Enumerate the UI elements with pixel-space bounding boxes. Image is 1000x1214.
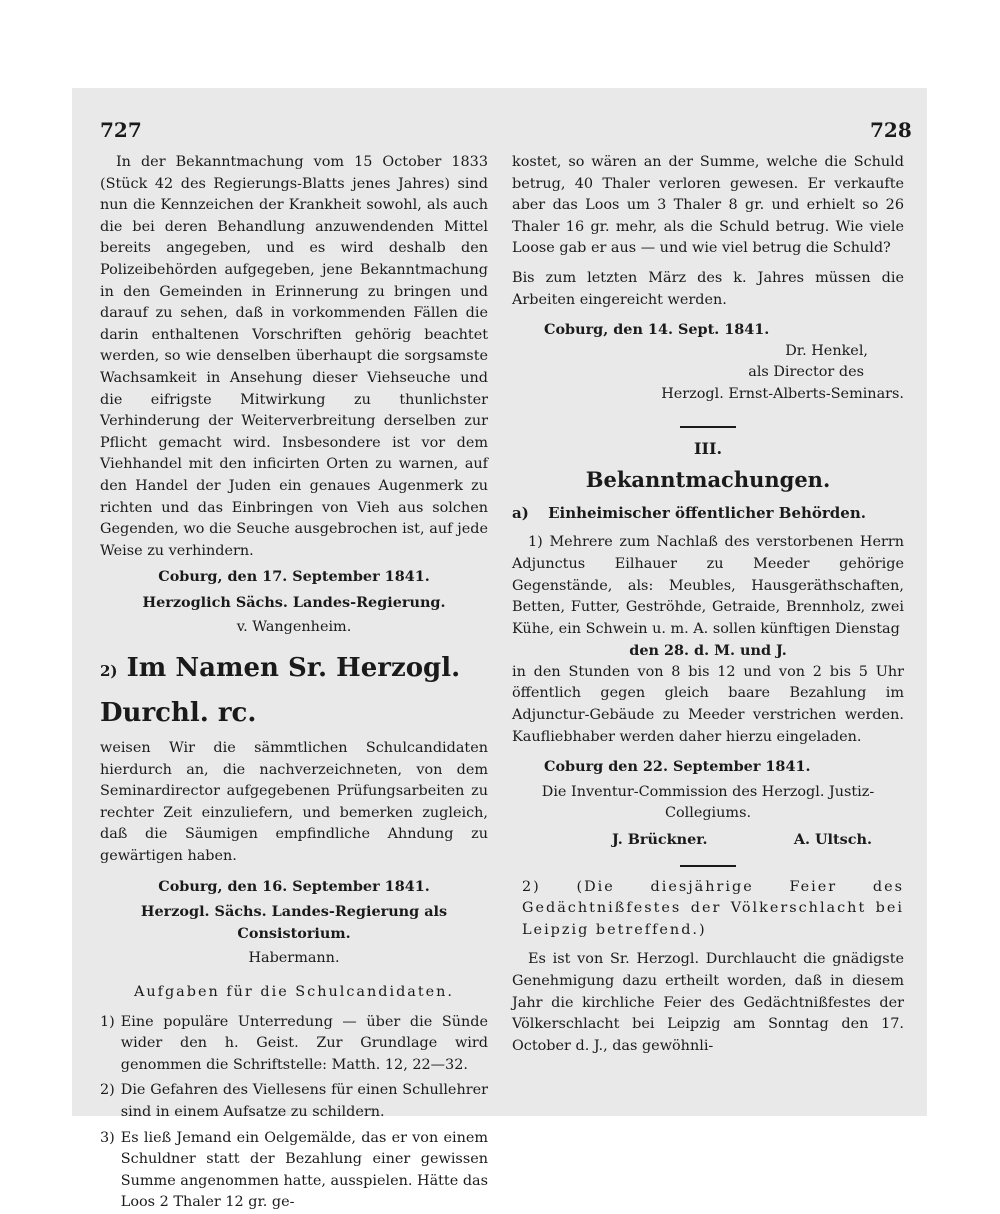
signer-3-name: Dr. Henkel, xyxy=(785,342,868,359)
date-line-4: Coburg den 22. September 1841. xyxy=(544,758,811,776)
notice-2-title-text: (Die diesjährige Feier des Gedächtnißfestes der Völkerschlacht bei Leipzig betreffend.) xyxy=(522,878,905,938)
notice-2-number: 2) xyxy=(522,878,541,895)
signer-4a: J. Brückner. xyxy=(612,831,708,849)
notice-2-title xyxy=(512,877,904,942)
divider-rule-2 xyxy=(680,865,736,867)
signer-1: v. Wangenheim. xyxy=(236,619,352,636)
date-line-2: Coburg, den 16. September 1841. xyxy=(158,877,430,895)
task-item xyxy=(100,1012,488,1077)
paragraph-disease-notice: In der Bekanntmachung vom 15 October 1833 (Stück 42 des Regierungs-Blatts jenes Jahres) sind nun die Kennzeichen der Krankheit sowohl, als auch die bei deren Behandlung anzuwendenden Mittel bereits angegeben, und es wird deshalb den Polizeibehörden aufgegeben, jene Bekanntmachung in den Gemeinden in Erinnerung zu bringen und darauf zu sehen, daß in vorkommenden Fällen die darin enthaltenen Vorschriften gehörig beachtet werden, so wie denselben überhaupt die sorgsamste Wachsamkeit in Ansehung dieser Viehseuche und die eifrigste Mitwirkung zu thunlichster Verhinderung der Weiterverbreitung derselben zur Pflicht gemacht wird. Insbesondere ist vor dem Viehhandel mit den inficirten Orten zu warnen, auf den Handel der Juden ein genaues Augenmerk zu richten und das Einbringen von Vieh aus solchen Gegenden, wo die Seuche ausgebrochen ist, auf jede Weise zu verhindern. xyxy=(100,154,488,559)
notice-1-date: den 28. d. M. und J. xyxy=(629,642,787,660)
task-number: 1) xyxy=(100,1013,115,1030)
task-item xyxy=(100,1128,488,1214)
task-text: Die Gefahren des Viellesens für einen Schullehrer sind in einem Aufsatze zu schildern. xyxy=(120,1082,488,1120)
task-text: Eine populäre Unterredung — über die Sünde wider den h. Geist. Zur Grundlage wird genommen die Schriftstelle: Matth. 12, 22—32. xyxy=(120,1013,488,1073)
paragraph-deadline: Bis zum letzten März des k. Jahres müssen die Arbeiten eingereicht werden. xyxy=(512,269,904,308)
section-title: Bekanntmachungen. xyxy=(585,467,831,493)
paragraph-candidates: weisen Wir die sämmtlichen Schulcandidaten hierdurch an, die nachverzeichneten, von dem Seminardirector aufgegebenen Prüfungsarbeiten zu rechter Zeit einzuliefern, und bemerken zugleich, daß die Säumigen empfindliche Ahndung zu gewärtigen haben. xyxy=(100,740,488,865)
heading-decree-text: Im Namen Sr. Herzogl. Durchl. rc. xyxy=(100,653,461,729)
task-number: 3) xyxy=(100,1129,115,1146)
notice-1-text-2: in den Stunden von 8 bis 12 und von 2 bis 5 Uhr öffentlich gegen gleich baare Bezahlung im Adjunctur-Gebäude zu Meeder verstrichen werden. Kaufliebhaber werden daher hierzu eingeladen. xyxy=(512,663,904,745)
task-number: 2) xyxy=(100,1082,115,1099)
notice-1-body: Mehrere zum Nachlaß des verstorbenen Herrn Adjunctus Eilhauer zu Meeder gehörige Gegenstände, als: Meubles, Hausgeräthschaften, Betten, Futter, Geströhde, Getraide, Brennholz, zwei Kühe, ein Schwein u. m. A. sollen künftigen Dienstag xyxy=(512,534,904,637)
subsection-a-label: a) xyxy=(512,503,529,522)
authority-line-1: Herzoglich Sächs. Landes-Regierung. xyxy=(142,593,446,611)
task-text: Es ließ Jemand ein Oelgemälde, das er von einem Schuldner statt der Bezahlung einer gewissen Summe angenommen hatte, ausspielen. Hätte das Loos 2 Thaler 12 gr. ge- xyxy=(120,1129,488,1211)
signer-3-title-2: Herzogl. Ernst-Alberts-Seminars. xyxy=(661,385,904,402)
date-line-3: Coburg, den 14. Sept. 1841. xyxy=(544,321,770,339)
date-line-1: Coburg, den 17. September 1841. xyxy=(158,568,430,586)
left-column xyxy=(100,152,488,1214)
heading-decree-number: 2) xyxy=(100,662,118,681)
notice-1-number: 1) xyxy=(528,534,543,551)
signers-4 xyxy=(512,829,904,851)
right-column xyxy=(512,152,904,1057)
page-number-right: 728 xyxy=(870,118,912,142)
tasks-heading: Aufgaben für die Schulcandidaten. xyxy=(133,984,454,1000)
signer-3-title-1: als Director des xyxy=(748,364,864,381)
subsection-a xyxy=(512,503,904,525)
section-number: III. xyxy=(693,438,723,458)
heading-decree xyxy=(100,647,488,734)
commission-line: Die Inventur-Commission des Herzogl. Justiz-Collegiums. xyxy=(541,783,875,822)
task-item xyxy=(100,1080,488,1123)
signer-4b: A. Ultsch. xyxy=(793,831,872,849)
page-number-left: 727 xyxy=(100,118,142,142)
divider-rule xyxy=(680,426,736,428)
notice-1-text xyxy=(512,532,904,640)
authority-line-2: Herzogl. Sächs. Landes-Regierung als Consistorium. xyxy=(140,903,448,942)
signer-2: Habermann. xyxy=(248,950,340,967)
subsection-a-title: Einheimischer öffentlicher Behörden. xyxy=(548,503,866,522)
notice-2-text: Es ist von Sr. Herzogl. Durchlaucht die gnädigste Genehmigung dazu ertheilt worden, daß in diesem Jahr die kirchliche Feier des Gedächtnißfestes der Völkerschlacht bei Leipzig am Sonntag den 17. October d. J., das gewöhnli- xyxy=(512,951,904,1054)
paragraph-task-continuation: kostet, so wären an der Summe, welche die Schuld betrug, 40 Thaler verloren gewesen. Er verkaufte aber das Loos um 3 Thaler 8 gr. und erhielt so 26 Thaler 16 gr. mehr, als die Schuld betrug. Wie viele Loose gab er aus — und wie viel betrug die Schuld? xyxy=(512,154,904,257)
